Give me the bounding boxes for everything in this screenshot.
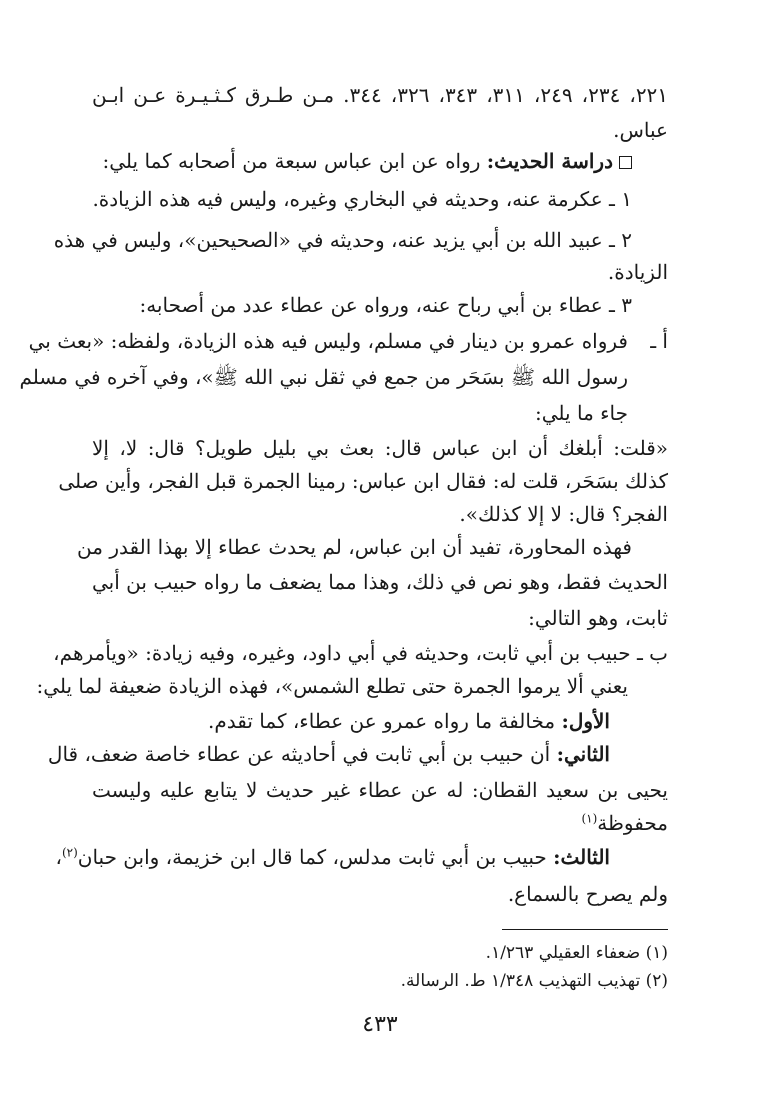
text-line: جاء ما يلي: (535, 401, 628, 425)
point-heading: الثالث: (553, 845, 610, 869)
text-span: حبيب بن أبي ثابت مدلس، كما قال ابن خزيمة، وابن حبان (77, 845, 547, 869)
section-heading: دراسة الحديث: (486, 149, 613, 173)
text-span: مخالفة ما رواه عمرو عن عطاء، كما تقدم. (208, 709, 556, 733)
text-line: ٢٢١، ٢٣٤، ٢٤٩، ٣١١، ٣٤٣، ٣٢٦، ٣٤٤. مـن طـرق كـثـيـرة عـن ابـن (92, 83, 669, 107)
text-line: الفجر؟ قال: لا إلا كذلك». (459, 502, 668, 526)
footnote-ref[interactable]: (٢) (61, 845, 78, 860)
point-heading: الثاني: (556, 742, 610, 766)
footnote: (١) ضعفاء العقيلي ١/٢٦٣. (485, 943, 668, 963)
text-line: ب ـ حبيب بن أبي ثابت، وحديثه في أبي داود، وغيره، وفيه زيادة: «ويأمرهم، (53, 641, 668, 665)
text-line (47, 739, 610, 769)
text-line: الزيادة. (607, 260, 668, 284)
footnote-ref[interactable]: (١) (581, 811, 598, 826)
text-line: ١ ـ عكرمة عنه، وحديثه في البخاري وغيره، وليس فيه هذه الزيادة. (92, 187, 632, 211)
list-marker: أ ـ (650, 329, 668, 353)
text-line (55, 842, 610, 872)
study-heading-line (92, 146, 632, 176)
text-line: فرواه عمرو بن دينار في مسلم، وليس فيه هذه الزيادة، ولفظه: «بعث بي (28, 329, 628, 353)
text-line: يحيى بن سعيد القطان: له عن عطاء غير حديث لا يتابع عليه وليست (92, 778, 668, 802)
square-bullet-icon (619, 156, 632, 169)
text-span: محفوظة (597, 811, 668, 835)
text-line: ٢ ـ عبيد الله بن أبي يزيد عنه، وحديثه في «الصحيحين»، وليس في هذه (53, 228, 632, 252)
text-span: ، (55, 845, 62, 869)
text-line: عباس. (613, 118, 668, 142)
text-line: يعني ألا يرموا الجمرة حتى تطلع الشمس»، فهذه الزيادة ضعيفة لما يلي: (36, 674, 628, 698)
text-line: الحديث فقط، وهو نص في ذلك، وهذا مما يضعف ما رواه حبيب بن أبي (92, 570, 668, 594)
text-line: ولم يصرح بالسماع. (507, 882, 668, 906)
text-line: رسول الله ﷺ بسَحَر من جمع في ثقل نبي الله ﷺ»، وفي آخره في مسلم (19, 365, 628, 389)
text-line: «قلت: أبلغك أن ابن عباس قال: بعث بي بليل طويل؟ قال: لا، إلا (92, 436, 668, 460)
text-line: ٣ ـ عطاء بن أبي رباح عنه، ورواه عن عطاء عدد من أصحابه: (139, 293, 632, 317)
point-heading: الأول: (561, 709, 610, 733)
text-line (92, 706, 610, 736)
footnote: (٢) تهذيب التهذيب ١/٣٤٨ ط. الرسالة. (400, 971, 668, 991)
text-span: أن حبيب بن أبي ثابت في أحاديثه عن عطاء خاصة ضعف، قال (47, 742, 551, 766)
page-number: ٤٣٣ (362, 1012, 398, 1037)
text-line (92, 808, 668, 838)
text-span: رواه عن ابن عباس سبعة من أصحابه كما يلي: (102, 149, 481, 173)
text-line: كذلك بسَحَر، قلت له: فقال ابن عباس: رمينا الجمرة قبل الفجر، وأين صلى (58, 469, 668, 493)
text-line: ثابت، وهو التالي: (528, 606, 668, 630)
text-line: فهذه المحاورة، تفيد أن ابن عباس، لم يحدث عطاء إلا بهذا القدر من (77, 535, 632, 559)
footnote-divider (502, 929, 668, 930)
